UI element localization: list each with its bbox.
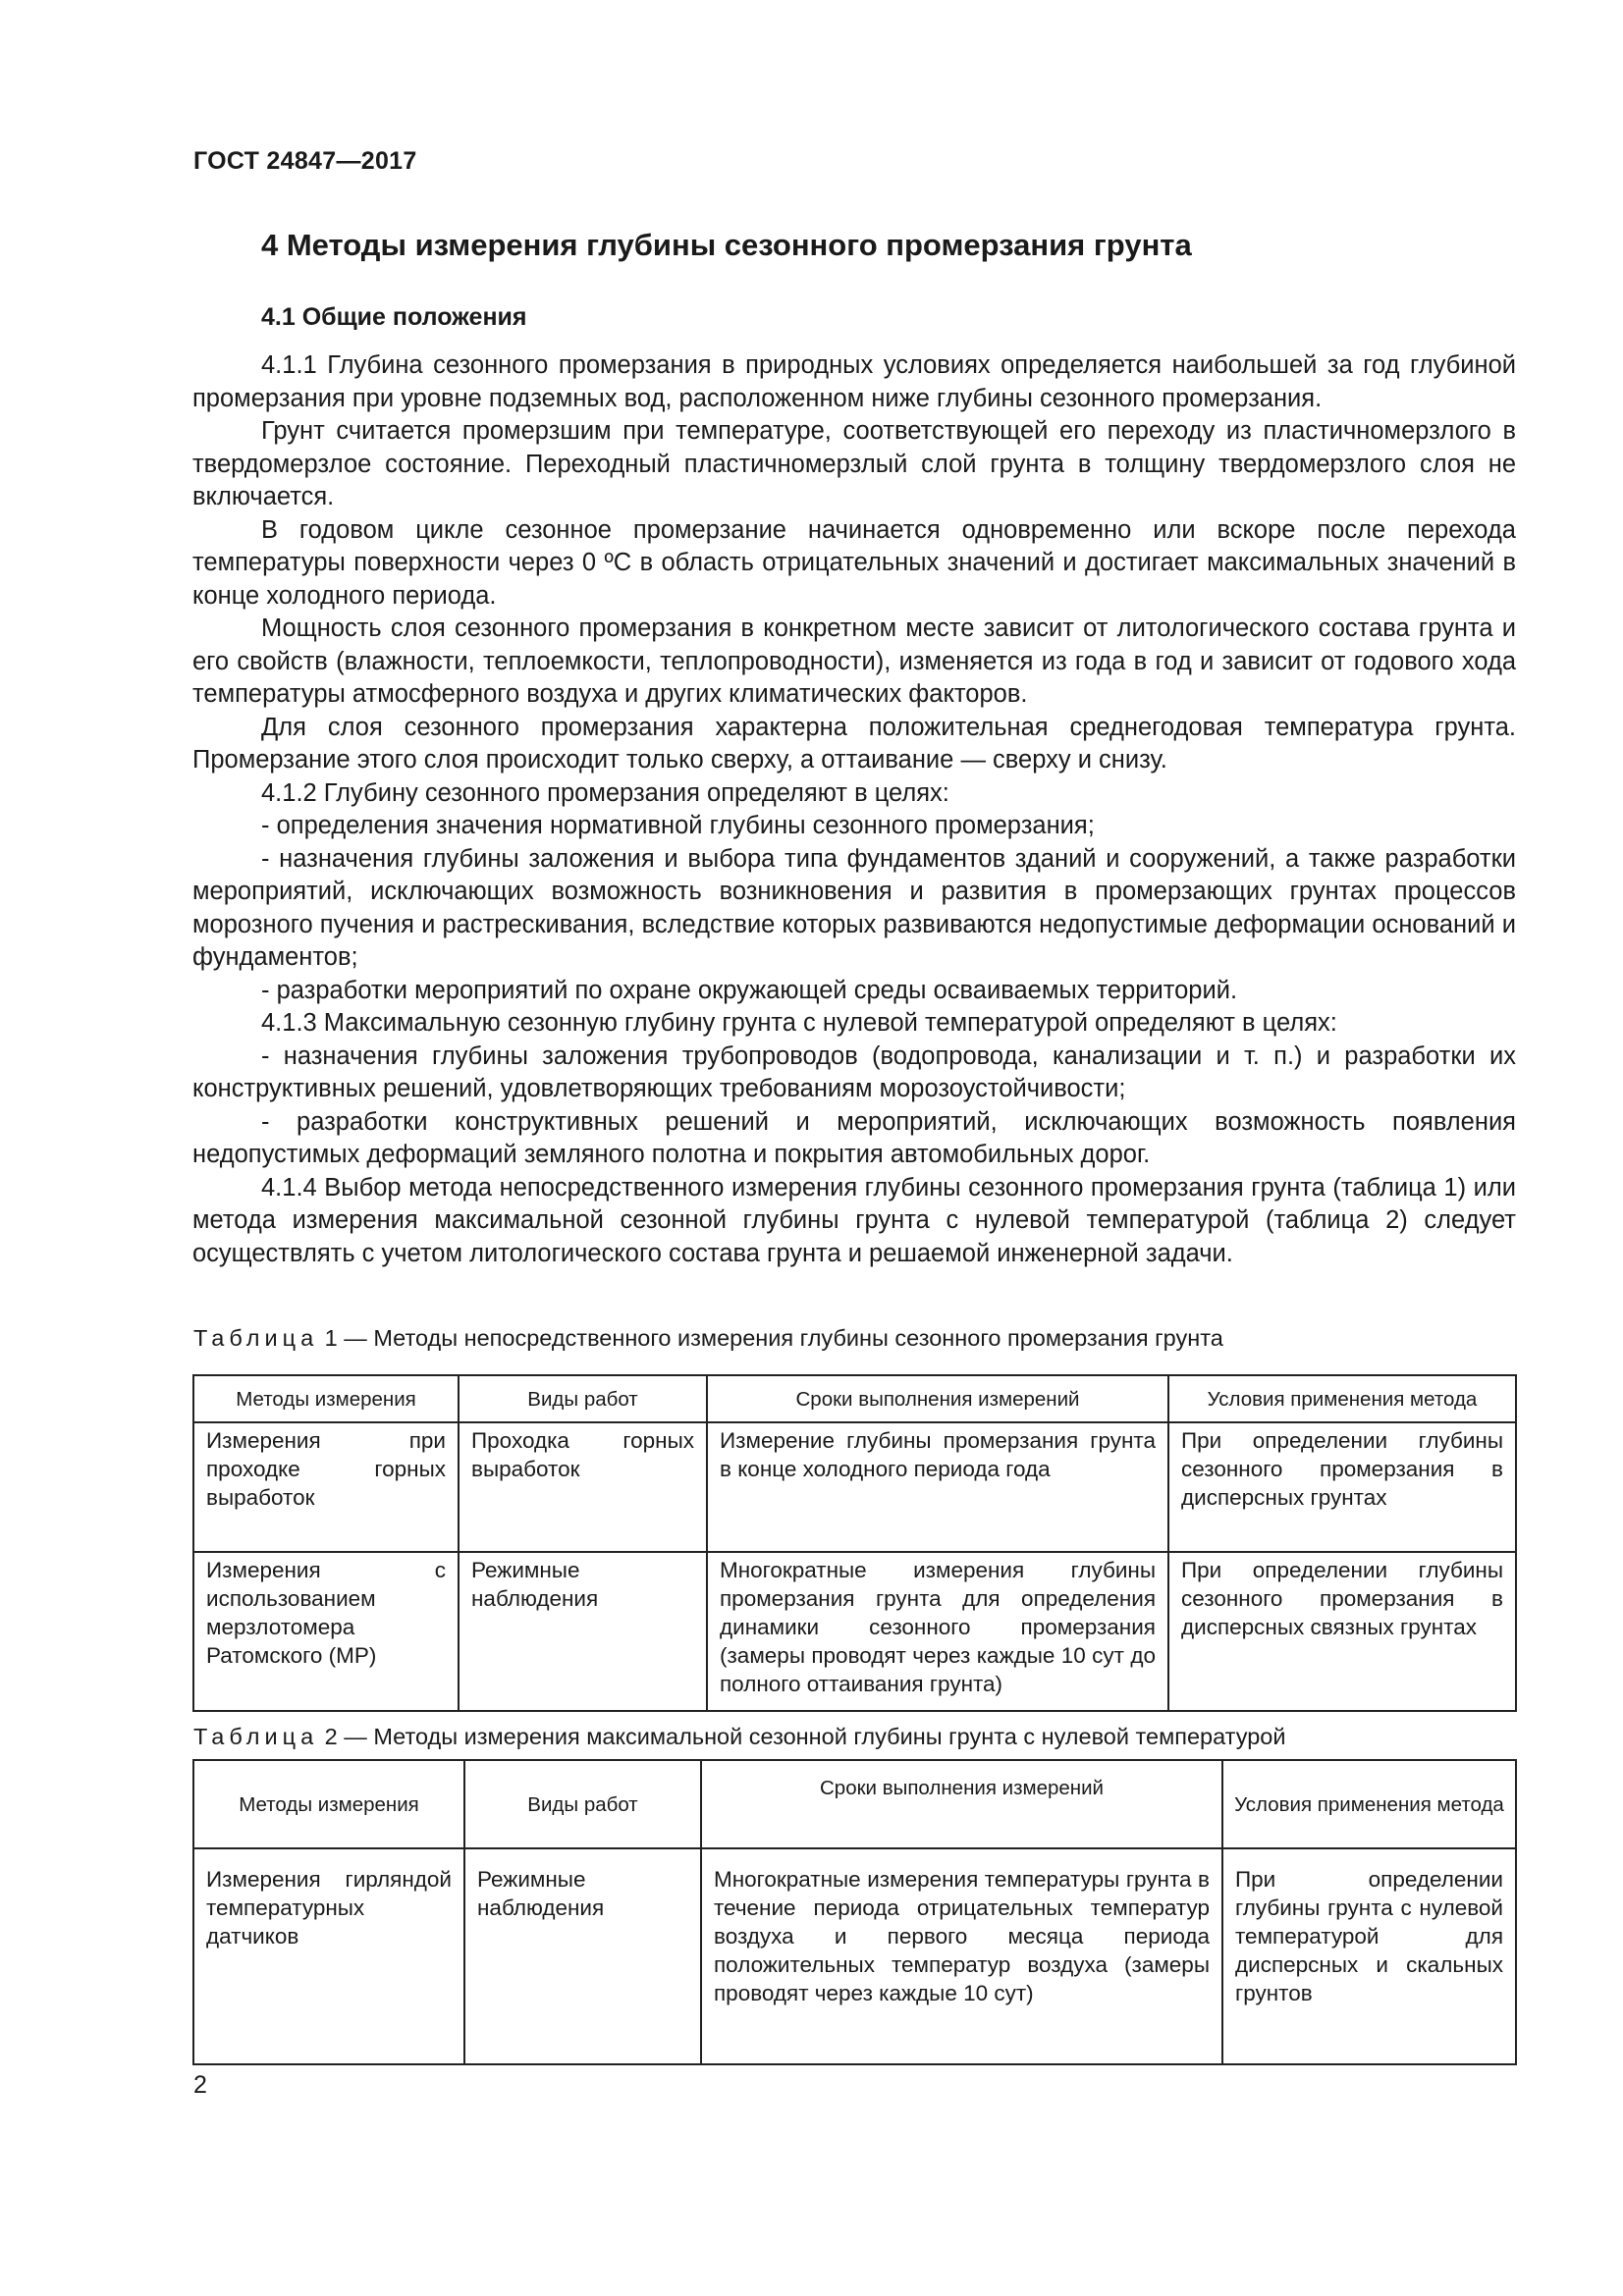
paragraph: 4.1.2 Глубину сезонного промерзания определяют в целях: xyxy=(261,778,949,807)
table-cell: Проходка горных выработок xyxy=(459,1422,707,1552)
subsection-title: 4.1 Общие положения xyxy=(261,303,527,331)
paragraph: Грунт считается промерзшим при температуре, соответствующей его переходу из пластичномерзлого в твердомерзлое состояние. Переходный пластичномерзлый слой грунта в толщину твердомерзлого слоя не включается. xyxy=(192,417,1516,510)
page-number: 2 xyxy=(193,2071,207,2099)
table-header-row xyxy=(193,1760,1516,1848)
table-cell: Режимные наблюдения xyxy=(459,1552,707,1711)
list-item: - назначения глубины заложения и выбора типа фундаментов зданий и сооружений, а также разработки мероприятий, исключающих возможность возникновения и развития в промерзающих грунтах процессов морозного пучения и растрескивания, вследствие которых развиваются недопустимые деформации оснований и фундаментов; xyxy=(192,844,1516,971)
column-header: Виды работ xyxy=(459,1375,707,1422)
table-row xyxy=(193,1552,1516,1711)
table1 xyxy=(192,1374,1517,1712)
paragraph: 4.1.4 Выбор метода непосредственного измерения глубины сезонного промерзания грунта (таблица 1) или метода измерения максимальной сезонной глубины грунта с нулевой температурой (таблица 2) следует осуществлять с учетом литологического состава грунта и решаемой инженерной задачи. xyxy=(192,1173,1516,1267)
paragraph: 4.1.1 Глубина сезонного промерзания в природных условиях определяется наибольшей за год глубиной промерзания при уровне подземных вод, расположенном ниже глубины сезонного промерзания. xyxy=(192,351,1516,412)
document-header: ГОСТ 24847—2017 xyxy=(193,147,417,175)
table-cell: Режимные наблюдения xyxy=(464,1848,701,2064)
table-cell: Многократные измерения глубины промерзания грунта для определения динамики сезонного промерзания (замеры проводят через каждые 10 сут до полного оттаивания грунта) xyxy=(707,1552,1168,1711)
paragraph: 4.1.3 Максимальную сезонную глубину грунта с нулевой температурой определяют в целях: xyxy=(261,1009,1337,1037)
column-header: Сроки выполнения измерений xyxy=(701,1760,1222,1848)
table-cell: Измерения гирляндой температурных датчиков xyxy=(193,1848,464,2064)
table1-caption-label: Таблица xyxy=(193,1325,319,1351)
list-item: - разработки мероприятий по охране окружающей среды осваиваемых территорий. xyxy=(261,976,1238,1004)
table-cell: Измерение глубины промерзания грунта в конце холодного периода года xyxy=(707,1422,1168,1552)
list-item: - назначения глубины заложения трубопроводов (водопровода, канализации и т. п.) и разработки их конструктивных решений, удовлетворяющих требованиям морозоустойчивости; xyxy=(192,1041,1516,1102)
table-cell: При определении глубины сезонного промерзания в дисперсных связных грунтах xyxy=(1168,1552,1516,1711)
table2-caption-text: 2 — Методы измерения максимальной сезонной глубины грунта с нулевой температурой xyxy=(318,1724,1286,1749)
table-cell: Многократные измерения температуры грунта в течение периода отрицательных температур воздуха и первого месяца периода положительных температур воздуха (замеры проводят через каждые 10 сут) xyxy=(701,1848,1222,2064)
table-header-row xyxy=(193,1375,1516,1422)
column-header: Виды работ xyxy=(464,1760,701,1848)
table-cell: Измерения с использованием мерзлотомера Ратомского (МР) xyxy=(193,1552,459,1711)
column-header: Методы измерения xyxy=(193,1375,459,1422)
paragraph: Для слоя сезонного промерзания характерна положительная среднегодовая температура грунта. Промерзание этого слоя происходит только сверху, а оттаивание — сверху и снизу. xyxy=(192,713,1516,774)
column-header: Сроки выполнения измерений xyxy=(707,1375,1168,1422)
paragraph: Мощность слоя сезонного промерзания в конкретном месте зависит от литологического состава грунта и его свойств (влажности, теплоемкости, теплопроводности), изменяется из года в год и зависит от годового хода температуры атмосферного воздуха и других климатических факторов. xyxy=(192,614,1516,708)
table2-caption-label: Таблица xyxy=(193,1724,319,1749)
list-item: - определения значения нормативной глубины сезонного промерзания; xyxy=(261,812,1095,839)
table2-caption xyxy=(193,1724,1285,1750)
table-row xyxy=(193,1848,1516,2064)
table-cell: При определении глубины грунта с нулевой температурой для дисперсных и скальных грунтов xyxy=(1222,1848,1516,2064)
table2 xyxy=(192,1759,1517,2065)
section-title: 4 Методы измерения глубины сезонного промерзания грунта xyxy=(261,228,1192,262)
paragraph: В годовом цикле сезонное промерзание начинается одновременно или вскоре после перехода температуры поверхности через 0 ºС в область отрицательных значений и достигает максимальных значений в конце холодного периода. xyxy=(192,515,1516,610)
table-cell: Измерения при проходке горных выработок xyxy=(193,1422,459,1552)
body-text xyxy=(192,349,1516,1270)
table-cell: При определении глубины сезонного промерзания в дисперсных грунтах xyxy=(1168,1422,1516,1552)
column-header: Условия применения метода xyxy=(1222,1760,1516,1848)
column-header: Методы измерения xyxy=(193,1760,464,1848)
column-header: Условия применения метода xyxy=(1168,1375,1516,1422)
list-item: - разработки конструктивных решений и мероприятий, исключающих возможность появления недопустимых деформаций земляного полотна и покрытия автомобильных дорог. xyxy=(192,1107,1516,1168)
table1-caption xyxy=(193,1325,1223,1352)
table1-caption-text: 1 — Методы непосредственного измерения глубины сезонного промерзания грунта xyxy=(318,1325,1223,1351)
table-row xyxy=(193,1422,1516,1552)
